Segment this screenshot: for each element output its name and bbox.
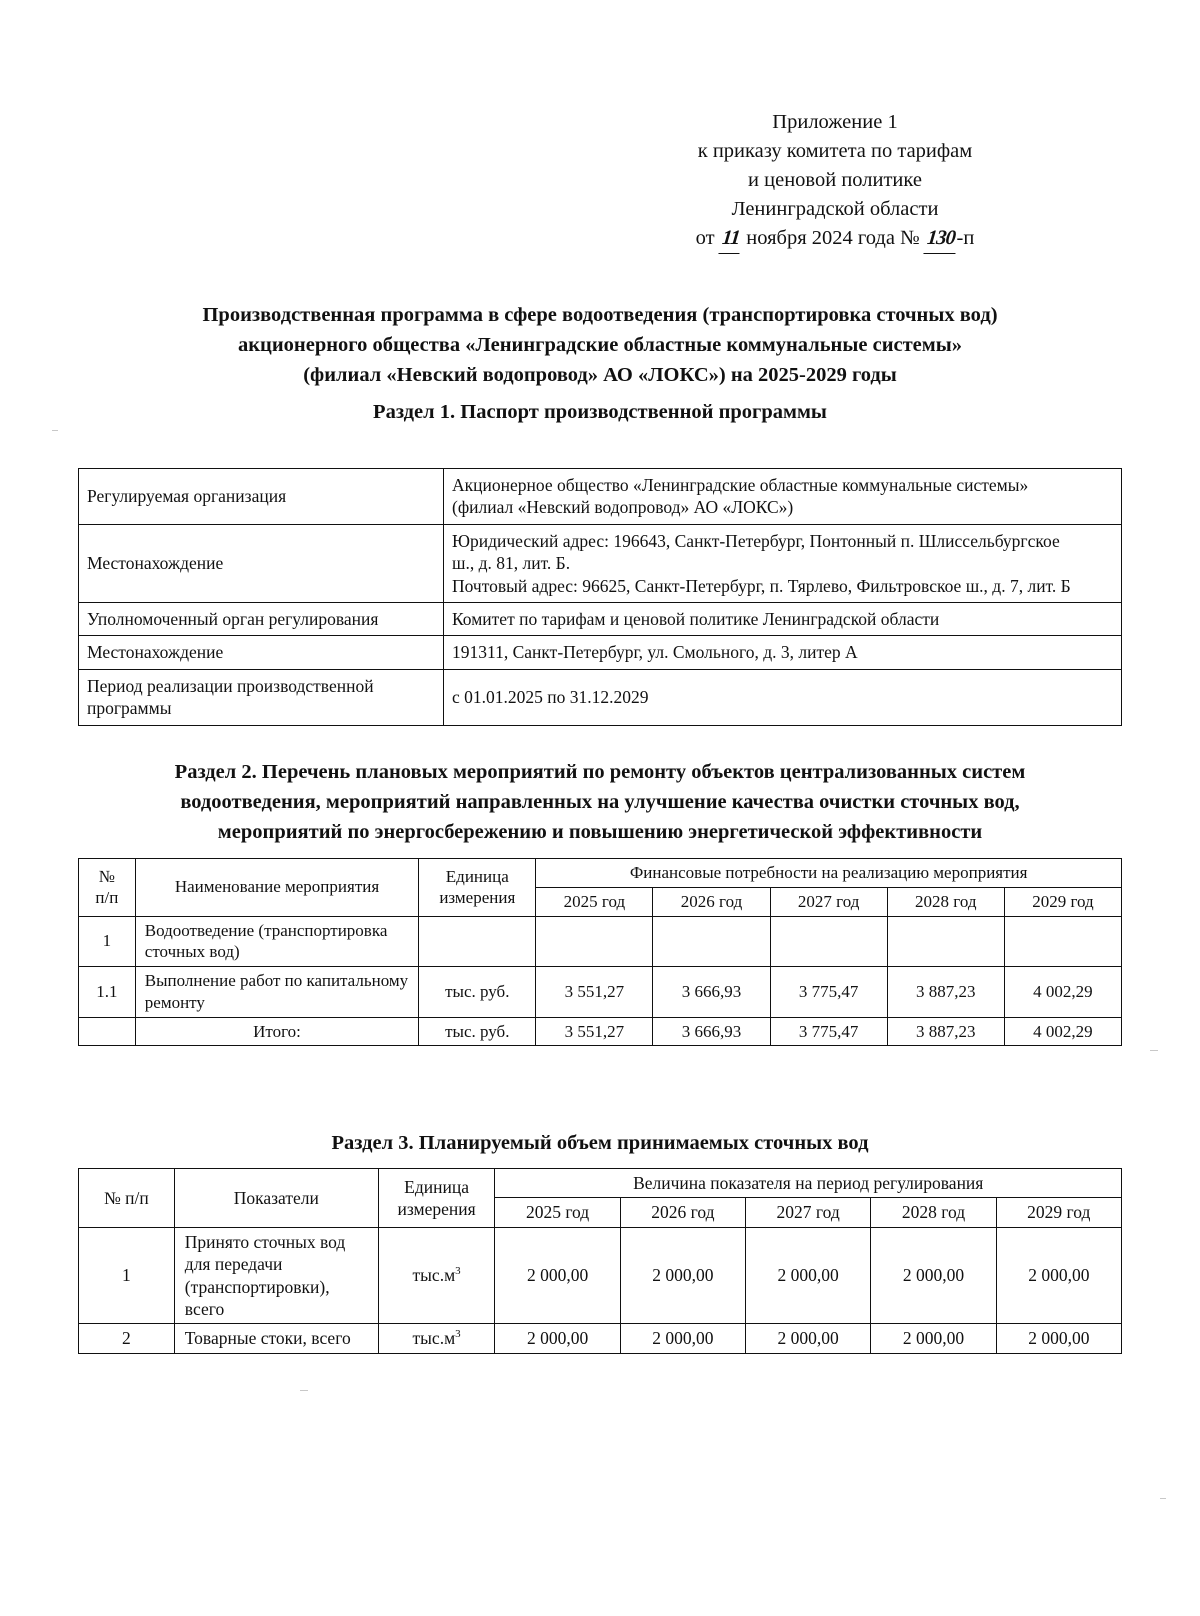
row-value-2028: 3 887,23 xyxy=(887,967,1004,1018)
table-header-row xyxy=(79,1169,1122,1198)
measures-table xyxy=(78,858,1122,1046)
column-header-unit-line2: измерения xyxy=(439,888,516,908)
date-middle: ноября 2024 года № xyxy=(746,227,920,250)
column-header-magnitude: Величина показателя на период регулирования xyxy=(495,1169,1122,1198)
table-row xyxy=(79,669,1122,725)
column-header-name: Наименование мероприятия xyxy=(135,859,418,917)
scan-speck xyxy=(1150,1050,1158,1051)
column-header-unit-line1: Единица xyxy=(445,866,509,886)
document-title xyxy=(100,300,1100,390)
row-value-2028: 2 000,00 xyxy=(871,1227,996,1324)
row-value-2029: 2 000,00 xyxy=(996,1227,1121,1324)
row-value-2026 xyxy=(653,916,770,967)
table-row xyxy=(79,469,1122,525)
column-header-year-2028: 2028 год xyxy=(887,887,1004,916)
column-header-year-2025: 2025 год xyxy=(536,887,653,916)
passport-label: Местонахождение xyxy=(79,636,444,669)
row-value-2027: 2 000,00 xyxy=(746,1324,871,1353)
table-total-row xyxy=(79,1017,1122,1046)
row-unit-exponent: 3 xyxy=(455,1328,461,1341)
row-number: 1.1 xyxy=(79,967,136,1018)
passport-table xyxy=(78,468,1122,726)
passport-value xyxy=(444,469,1122,525)
row-value-2025: 3 551,27 xyxy=(536,967,653,1018)
appendix-line-2: к приказу комитета по тарифам xyxy=(697,140,973,163)
row-indicator-line: для передачи xyxy=(184,1254,283,1275)
appendix-header xyxy=(600,108,1070,255)
row-indicator-line: (транспортировки), xyxy=(184,1276,330,1297)
row-indicator xyxy=(174,1227,378,1324)
row-unit-text: тыс.м xyxy=(412,1328,456,1349)
row-indicator xyxy=(174,1324,378,1353)
row-value-2027 xyxy=(770,916,887,967)
appendix-line-1: Приложение 1 xyxy=(772,111,898,133)
column-header-indicator: Показатели xyxy=(174,1169,378,1228)
table-row xyxy=(79,1324,1122,1353)
handwritten-order-number: 130 xyxy=(923,224,958,254)
passport-label: Регулируемая организация xyxy=(79,469,444,525)
passport-value-line: Комитет по тарифам и ценовой политике Ленинградской области xyxy=(452,608,940,629)
total-value-2029: 4 002,29 xyxy=(1004,1017,1121,1046)
passport-label: Уполномоченный орган регулирования xyxy=(79,602,444,635)
table-row xyxy=(79,967,1122,1018)
row-value-2028 xyxy=(887,916,1004,967)
total-value-2028: 3 887,23 xyxy=(887,1017,1004,1046)
total-unit: тыс. руб. xyxy=(419,1017,536,1046)
column-header-year-2026: 2026 год xyxy=(653,887,770,916)
section-2-line-1: Раздел 2. Перечень плановых мероприятий по ремонту объектов централизованных систем xyxy=(174,761,1026,783)
total-label: Итого: xyxy=(135,1017,418,1046)
document-title-line-2: акционерного общества «Ленинградские областные коммунальные системы» xyxy=(238,334,962,357)
row-unit: тыс. руб. xyxy=(419,967,536,1018)
column-header-year-2029: 2029 год xyxy=(996,1198,1121,1227)
row-value-2029 xyxy=(1004,916,1121,967)
total-value-2027: 3 775,47 xyxy=(770,1017,887,1046)
column-header-year-2029: 2029 год xyxy=(1004,887,1121,916)
column-header-year-2026: 2026 год xyxy=(620,1198,745,1227)
passport-value-line: 191311, Санкт-Петербург, ул. Смольного, д. 3, литер А xyxy=(452,642,858,663)
total-value-2025: 3 551,27 xyxy=(536,1017,653,1046)
column-header-number xyxy=(79,859,136,917)
passport-label: Период реализации производственной программы xyxy=(79,669,444,725)
scan-speck xyxy=(52,430,58,431)
row-indicator-line: Принято сточных вод xyxy=(184,1231,346,1252)
appendix-line-4: Ленинградской области xyxy=(731,198,939,221)
passport-value xyxy=(444,636,1122,669)
table-row xyxy=(79,602,1122,635)
passport-value xyxy=(444,524,1122,602)
document-title-line-1: Производственная программа в сфере водоотведения (транспортировка сточных вод) xyxy=(202,304,998,326)
row-name: Водоотведение (транспортировка сточных вод) xyxy=(135,916,418,967)
date-suffix: -п xyxy=(956,227,975,250)
row-value-2025 xyxy=(536,916,653,967)
passport-value xyxy=(444,669,1122,725)
column-header-year-2028: 2028 год xyxy=(871,1198,996,1227)
scan-speck xyxy=(300,1390,308,1391)
column-header-unit-line1: Единица xyxy=(404,1176,469,1197)
row-unit-exponent: 3 xyxy=(455,1265,461,1278)
table-row xyxy=(79,1227,1122,1324)
passport-value-line: ш., д. 81, лит. Б. xyxy=(452,553,571,574)
row-value-2027: 2 000,00 xyxy=(746,1227,871,1324)
row-number: 1 xyxy=(79,916,136,967)
section-2-line-2: водоотведения, мероприятий направленных на улучшение качества очистки сточных вод, xyxy=(180,791,1020,814)
table-header-row xyxy=(79,859,1122,888)
row-number: 1 xyxy=(79,1227,175,1324)
section-2-line-3: мероприятий по энергосбережению и повышению энергетической эффективности xyxy=(217,821,983,844)
row-value-2029: 4 002,29 xyxy=(1004,967,1121,1018)
row-unit xyxy=(419,916,536,967)
row-value-2027: 3 775,47 xyxy=(770,967,887,1018)
row-number: 2 xyxy=(79,1324,175,1353)
column-header-finance: Финансовые потребности на реализацию мероприятия xyxy=(536,859,1122,888)
row-value-2025: 2 000,00 xyxy=(495,1324,620,1353)
volume-table xyxy=(78,1168,1122,1354)
passport-value-line: (филиал «Невский водопровод» АО «ЛОКС») xyxy=(452,497,794,518)
passport-value-line: Юридический адрес: 196643, Санкт-Петербург, Понтонный п. Шлиссельбургское xyxy=(452,530,1060,551)
table-row xyxy=(79,916,1122,967)
column-header-number-line2: п/п xyxy=(95,888,119,908)
passport-value-line: с 01.01.2025 по 31.12.2029 xyxy=(452,686,649,707)
row-value-2026: 2 000,00 xyxy=(620,1324,745,1353)
row-unit xyxy=(378,1324,495,1353)
section-1-heading: Раздел 1. Паспорт производственной программы xyxy=(373,401,827,423)
row-value-2026: 2 000,00 xyxy=(620,1227,745,1324)
date-prefix: от xyxy=(695,227,715,250)
row-indicator-line: всего xyxy=(184,1298,225,1319)
appendix-line-3: и ценовой политике xyxy=(748,169,922,192)
appendix-order-date-line xyxy=(600,224,1070,254)
row-value-2029: 2 000,00 xyxy=(996,1324,1121,1353)
row-unit-text: тыс.м xyxy=(412,1265,456,1286)
column-header-unit xyxy=(378,1169,495,1228)
row-indicator-line: Товарные стоки, всего xyxy=(184,1328,351,1349)
row-value-2025: 2 000,00 xyxy=(495,1227,620,1324)
column-header-number-line1: № xyxy=(98,866,115,886)
document-title-line-3: (филиал «Невский водопровод» АО «ЛОКС») на 2025-2029 годы xyxy=(303,364,897,387)
row-name: Выполнение работ по капитальному ремонту xyxy=(135,967,418,1018)
passport-value xyxy=(444,602,1122,635)
column-header-unit-line2: измерения xyxy=(397,1198,476,1219)
column-header-year-2027: 2027 год xyxy=(746,1198,871,1227)
column-header-year-2027: 2027 год xyxy=(770,887,887,916)
passport-value-line: Почтовый адрес: 96625, Санкт-Петербург, п. Тярлево, Фильтровское ш., д. 7, лит. Б xyxy=(452,575,1071,596)
row-unit xyxy=(378,1227,495,1324)
section-3-heading: Раздел 3. Планируемый объем принимаемых сточных вод xyxy=(331,1132,869,1154)
table-row xyxy=(79,636,1122,669)
section-2-heading xyxy=(95,757,1105,847)
row-value-2028: 2 000,00 xyxy=(871,1324,996,1353)
total-value-2026: 3 666,93 xyxy=(653,1017,770,1046)
passport-value-line: Акционерное общество «Ленинградские областные коммунальные системы» xyxy=(452,475,1029,495)
handwritten-day: 11 xyxy=(718,224,743,254)
column-header-unit xyxy=(419,859,536,917)
total-row-number xyxy=(79,1017,136,1046)
table-row xyxy=(79,524,1122,602)
scan-speck xyxy=(1160,1498,1166,1499)
passport-label: Местонахождение xyxy=(79,524,444,602)
row-value-2026: 3 666,93 xyxy=(653,967,770,1018)
column-header-np: № п/п xyxy=(79,1169,175,1228)
column-header-year-2025: 2025 год xyxy=(495,1198,620,1227)
